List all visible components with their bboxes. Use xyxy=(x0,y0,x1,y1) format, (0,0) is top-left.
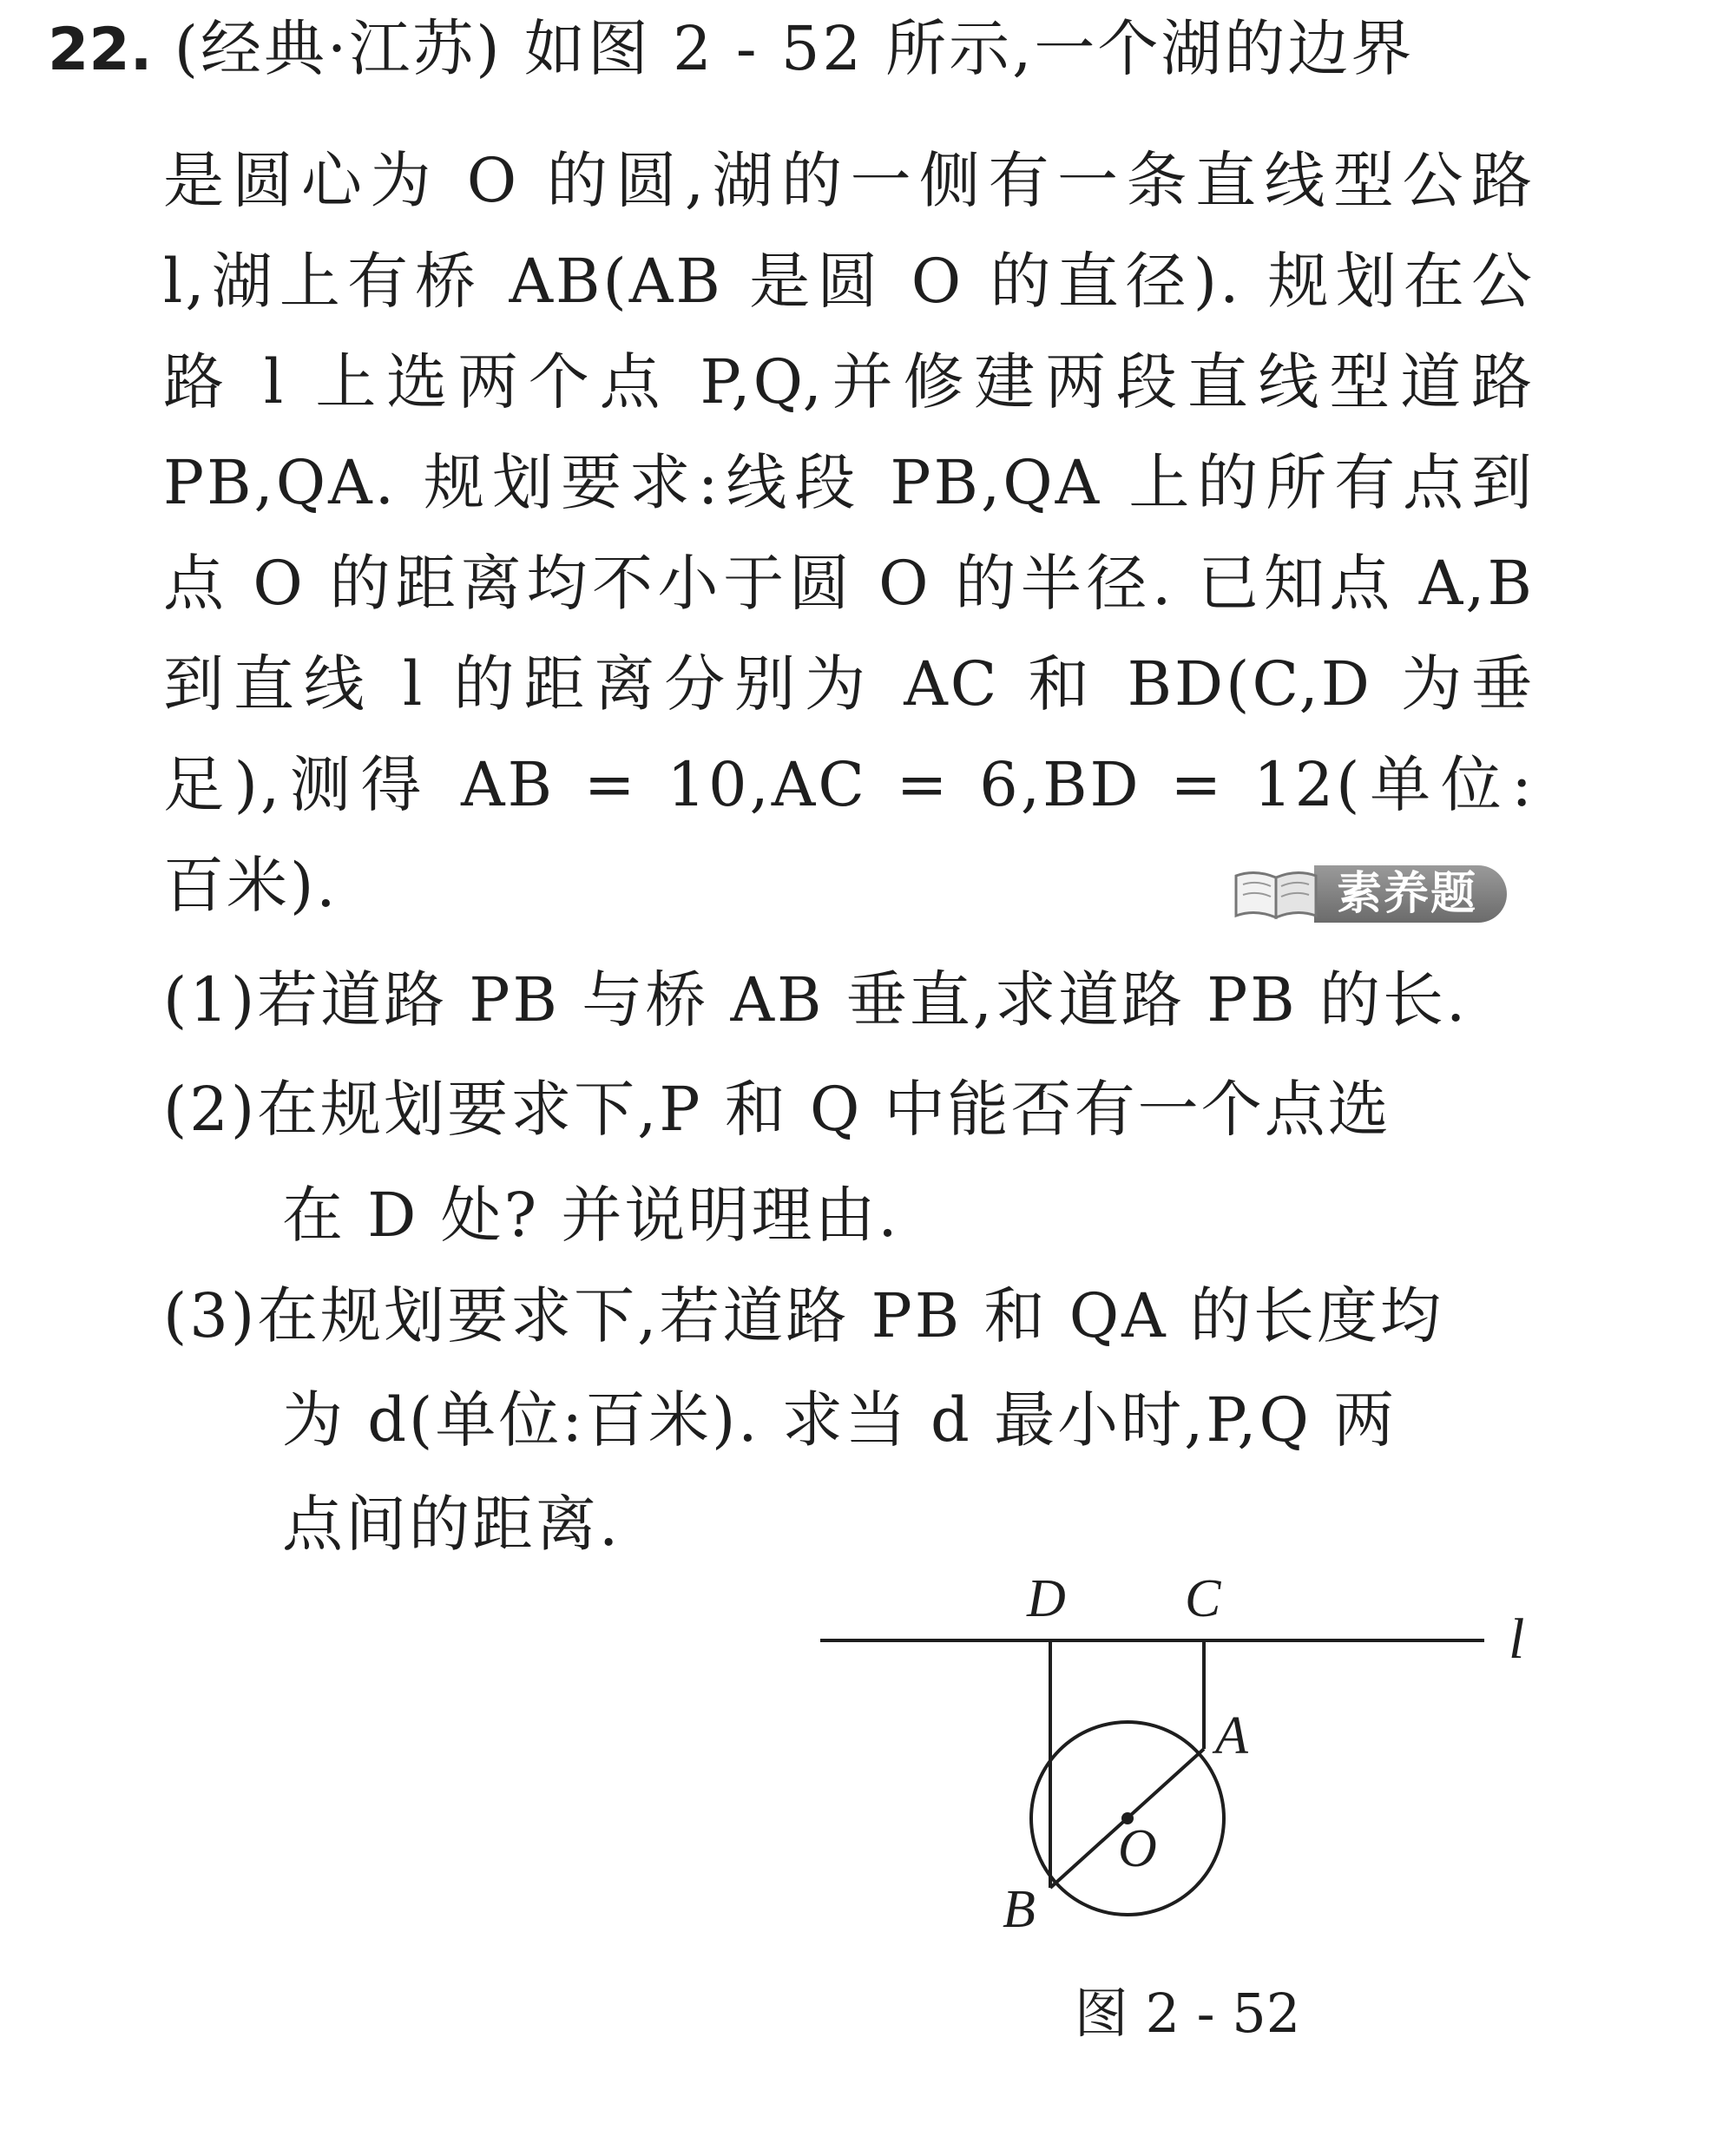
stem-line-5: 点 O 的距离均不小于圆 O 的半径. 已知点 A,B xyxy=(163,548,1535,619)
stem-line-1: 是圆心为 O 的圆,湖的一侧有一条直线型公路 xyxy=(163,145,1535,216)
stem-line-2: l,湖上有桥 AB(AB 是圆 O 的直径). 规划在公 xyxy=(163,246,1535,317)
question-1-label: (1) xyxy=(163,964,258,1035)
label-D: D xyxy=(1027,1569,1066,1628)
open-book-icon xyxy=(1233,867,1319,921)
question-2-text-line-1: 在规划要求下,P 和 Q 中能否有一个点选 xyxy=(257,1074,1391,1145)
label-l: l xyxy=(1509,1607,1525,1671)
stem-line-8: 百米). xyxy=(163,850,339,921)
problem-first-line xyxy=(48,0,1535,97)
label-A: A xyxy=(1215,1706,1248,1765)
question-1 xyxy=(163,951,1535,1048)
question-3 xyxy=(163,1267,1535,1364)
stem-line-0: 如图 2 - 52 所示,一个湖的边界 xyxy=(523,13,1415,84)
badge-label: 素养题 xyxy=(1314,865,1507,923)
question-3-label: (3) xyxy=(163,1280,258,1351)
problem-number: 22. xyxy=(48,16,153,84)
label-C: C xyxy=(1185,1569,1221,1628)
question-1-text: 若道路 PB 与桥 AB 垂直,求道路 PB 的长. xyxy=(257,964,1469,1035)
label-B: B xyxy=(1003,1880,1036,1939)
stem-line-3: 路 l 上选两个点 P,Q,并修建两段直线型道路 xyxy=(163,346,1535,417)
question-3-text-line-3: 点间的距离. xyxy=(282,1489,621,1560)
label-O: O xyxy=(1118,1819,1157,1878)
question-3-text-line-1: 在规划要求下,若道路 PB 和 QA 的长度均 xyxy=(257,1280,1443,1351)
question-2-label: (2) xyxy=(163,1074,258,1145)
question-3-text-line-2: 为 d(单位:百米). 求当 d 最小时,P,Q 两 xyxy=(282,1384,1397,1456)
geometry-figure xyxy=(781,1554,1562,1953)
question-2 xyxy=(163,1061,1535,1158)
literacy-badge xyxy=(1233,858,1507,930)
stem-line-7: 足),测得 AB = 10,AC = 6,BD = 12(单位: xyxy=(163,749,1535,820)
stem-line-6: 到直线 l 的距离分别为 AC 和 BD(C,D 为垂 xyxy=(163,648,1535,720)
figure-caption: 图 2 - 52 xyxy=(1074,1982,1301,2045)
stem-line-4: PB,QA. 规划要求:线段 PB,QA 上的所有点到 xyxy=(163,447,1535,518)
problem-source: (经典·江苏) xyxy=(174,13,503,84)
question-2-text-line-2: 在 D 处? 并说明理由. xyxy=(282,1180,900,1251)
